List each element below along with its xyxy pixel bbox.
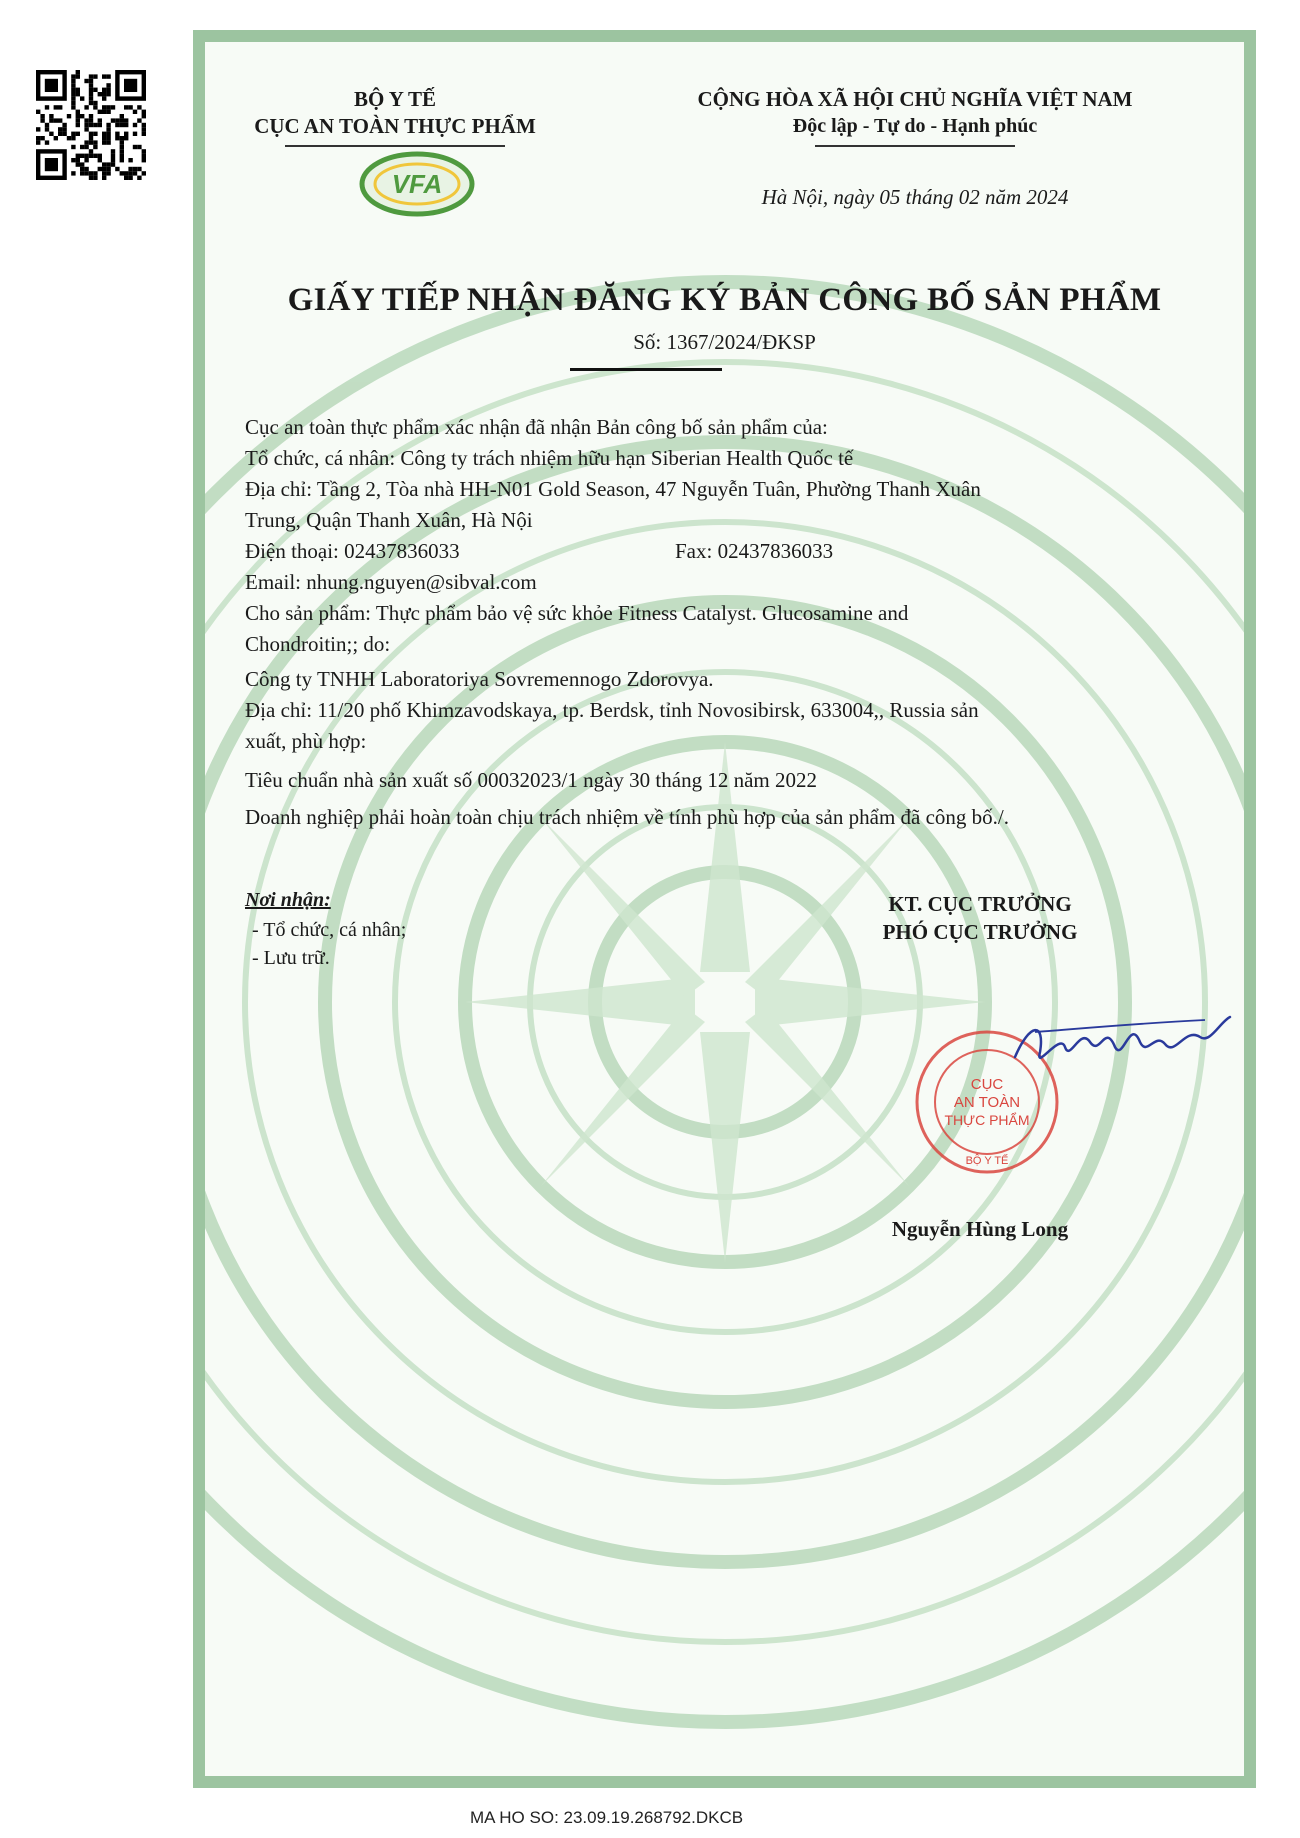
signer-name: Nguyễn Hùng Long xyxy=(891,1217,1069,1241)
signature-title-line2: PHÓ CỤC TRƯỞNG xyxy=(882,920,1078,944)
stamp-line1: CỤC xyxy=(970,1076,1004,1093)
dossier-code: MA HO SO: 23.09.19.268792.DKCB xyxy=(470,1808,744,1827)
body-mfr-address-line2: xuất, phù hợp: xyxy=(245,729,367,753)
body-fax: Fax: 02437836033 xyxy=(675,539,834,563)
document-number: Số: 1367/2024/ĐKSP xyxy=(633,330,816,354)
country-name: CỘNG HÒA XÃ HỘI CHỦ NGHĨA VIỆT NAM xyxy=(697,87,1133,111)
logo-text: VFA xyxy=(391,169,443,199)
certificate-frame xyxy=(193,30,1256,1788)
stamp-line2: AN TOÀN xyxy=(953,1094,1021,1111)
body-phone: Điện thoại: 02437836033 xyxy=(245,539,460,563)
agency-name: CỤC AN TOÀN THỰC PHẨM xyxy=(254,114,536,138)
handwritten-signature xyxy=(1005,1002,1235,1082)
body-organization: Tổ chức, cá nhân: Công ty trách nhiệm hữu hạn Siberian Health Quốc tế xyxy=(245,446,854,470)
body-intro: Cục an toàn thực phẩm xác nhận đã nhận Bản công bố sản phẩm của: xyxy=(245,415,828,439)
signature-title-line1: KT. CỤC TRƯỞNG xyxy=(888,892,1072,916)
recipient-item: - Lưu trữ. xyxy=(252,947,330,969)
title-underline xyxy=(570,368,722,371)
issuer-underline xyxy=(285,145,505,147)
body-email: Email: nhung.nguyen@sibval.com xyxy=(245,570,537,594)
signature-title xyxy=(825,890,1135,946)
recipients-title: Nơi nhận: xyxy=(245,889,331,911)
ministry-name: BỘ Y TẾ xyxy=(353,87,437,111)
body-manufacturer: Công ty TNHH Laboratoriya Sovremennogo Zdorovya. xyxy=(245,667,714,691)
body-product-line1: Cho sản phẩm: Thực phẩm bảo vệ sức khỏe Fitness Catalyst. Glucosamine and xyxy=(245,601,909,625)
body-address-line1: Địa chỉ: Tầng 2, Tòa nhà HH-N01 Gold Season, 47 Nguyễn Tuân, Phường Thanh Xuân xyxy=(245,477,981,501)
body-responsibility: Doanh nghiệp phải hoàn toàn chịu trách nhiệm về tính phù hợp của sản phẩm đã công bố./. xyxy=(245,805,1009,829)
issue-date: Hà Nội, ngày 05 tháng 02 năm 2024 xyxy=(761,185,1069,209)
national-motto: Độc lập - Tự do - Hạnh phúc xyxy=(792,115,1038,137)
body-standard: Tiêu chuẩn nhà sản xuất số 00032023/1 ngày 30 tháng 12 năm 2022 xyxy=(245,768,817,792)
stamp-ring-text: BỘ Y TẾ xyxy=(965,1155,1009,1167)
vfa-logo xyxy=(357,150,477,218)
recipient-item: - Tổ chức, cá nhân; xyxy=(252,919,407,941)
motto-underline xyxy=(815,145,1015,147)
national-header xyxy=(615,86,1215,140)
qr-code xyxy=(36,70,146,180)
body-address-line2: Trung, Quận Thanh Xuân, Hà Nội xyxy=(245,508,533,532)
document-title: GIẤY TIẾP NHẬN ĐĂNG KÝ BẢN CÔNG BỐ SẢN PHẨM xyxy=(287,282,1162,318)
body-mfr-address-line1: Địa chỉ: 11/20 phố Khimzavodskaya, tp. Berdsk, tỉnh Novosibirsk, 633004,, Russia sản xyxy=(245,698,979,722)
issuer-header xyxy=(235,86,555,140)
stamp-line3: THỰC PHẨM xyxy=(944,1112,1030,1128)
body-product-line2: Chondroitin;; do: xyxy=(245,632,391,656)
